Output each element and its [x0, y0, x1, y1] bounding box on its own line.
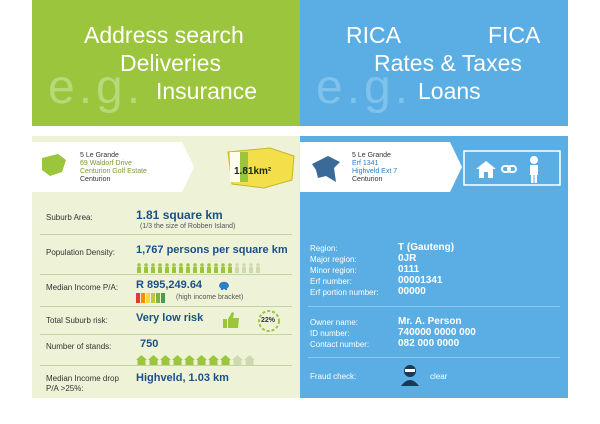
banner-left-word-2: Deliveries [120, 50, 221, 76]
row-separator [308, 357, 560, 358]
person-icon [136, 263, 142, 273]
person-icon [171, 263, 177, 273]
fraud-check-status: clear [430, 372, 448, 381]
house-icon [232, 355, 243, 365]
person-icon [192, 263, 198, 273]
person-icon [164, 263, 170, 273]
area-badge: 1.81km² [234, 166, 272, 177]
row-separator [308, 306, 560, 307]
population-label: Population Density: [46, 248, 115, 257]
person-icon [234, 263, 240, 273]
row-separator [40, 365, 292, 366]
median-income-label: Median Income P/A: [46, 283, 119, 292]
person-icon [150, 263, 156, 273]
person-icon [255, 263, 261, 273]
minor-region-label: Minor region: [310, 266, 357, 275]
divider-strip [32, 126, 568, 136]
person-icon [199, 263, 205, 273]
erf-portion-value: 00000 [398, 286, 426, 297]
row-separator [40, 306, 292, 307]
banner-left-word-1: Address search [84, 22, 244, 48]
erf-number-label: Erf number: [310, 277, 352, 286]
person-icon [248, 263, 254, 273]
major-region-label: Major region: [310, 255, 357, 264]
banner-right-word-3: Rates & Taxes [374, 50, 522, 76]
right-address-line4: Centurion [352, 176, 383, 183]
contact-number-value: 082 000 0000 [398, 338, 460, 349]
house-icon [476, 161, 496, 169]
right-address-line3: Highveld Ext 7 [352, 168, 398, 175]
right-address-line1: 5 Le Grande [352, 152, 391, 159]
erf-portion-label: Erf portion number: [310, 288, 379, 297]
person-icon [213, 263, 219, 273]
house-icon [244, 355, 255, 365]
person-icon [206, 263, 212, 273]
banner-right [300, 0, 568, 126]
population-people-icons [136, 260, 262, 270]
risk-value: Very low risk [136, 312, 204, 324]
median-income-note: (high income bracket) [176, 294, 244, 301]
banner-right-word-1: RICA [346, 22, 401, 48]
risk-percent: 22% [261, 317, 276, 324]
left-address-line1: 5 Le Grande [80, 152, 119, 159]
house-icon [220, 355, 231, 365]
owner-name-value: Mr. A. Person [398, 316, 462, 327]
owner-name-label: Owner name: [310, 318, 359, 327]
income-bracket-gauge [136, 293, 172, 303]
risk-label: Total Suburb risk: [46, 316, 108, 325]
major-region-value: 0JR [398, 253, 417, 264]
minor-region-value: 0111 [398, 264, 420, 275]
right-address-card [300, 142, 568, 192]
piggy-bank-icon [218, 280, 230, 290]
house-icon [208, 355, 219, 365]
suburb-area-label: Suburb Area: [46, 213, 93, 222]
person-icon [227, 263, 233, 273]
house-icon [172, 355, 183, 365]
median-income-value: R 895,249.64 [136, 279, 203, 291]
stands-value: 750 [140, 338, 159, 350]
house-icon [184, 355, 195, 365]
person-icon [220, 263, 226, 273]
id-number-label: ID number: [310, 329, 350, 338]
house-icon [160, 355, 171, 365]
stands-house-icons [136, 352, 256, 362]
fraud-check-label: Fraud check: [310, 372, 357, 381]
person-icon [241, 263, 247, 273]
row-separator [40, 334, 292, 335]
fraud-mask-icon [400, 364, 420, 386]
banner-left [32, 0, 300, 126]
person-icon [185, 263, 191, 273]
person-icon [143, 263, 149, 273]
stands-label: Number of stands: [46, 342, 112, 351]
suburb-area-note: (1/3 the size of Robben Island) [140, 223, 236, 230]
person-icon [157, 263, 163, 273]
row-separator [40, 274, 292, 275]
thumbs-up-icon [222, 311, 240, 329]
banner-right-word-4: Loans [418, 78, 481, 104]
id-number-value: 740000 0000 000 [398, 327, 476, 338]
person-icon [178, 263, 184, 273]
suburb-area-value: 1.81 square km [136, 208, 223, 222]
erf-number-value: 00001341 [398, 275, 443, 286]
contact-number-label: Contact number: [310, 340, 370, 349]
income-drop-label-2: P/A >25%: [46, 384, 84, 393]
left-address-line2: 69 Waldorf Drive [80, 160, 132, 167]
house-icon [148, 355, 159, 365]
banner-left-word-3: Insurance [156, 78, 258, 104]
income-drop-label-1: Median Income drop [46, 374, 119, 383]
banner-right-word-2: FICA [488, 22, 541, 48]
right-address-line2: Erf 1341 [352, 160, 379, 167]
left-address-line3: Centurion Golf Estate [80, 168, 147, 175]
eg-watermark-right: e.g. [316, 61, 413, 114]
region-value: T (Gauteng) [398, 242, 455, 253]
row-separator [40, 234, 292, 235]
population-value: 1,767 persons per square km [136, 244, 288, 256]
eg-watermark-left: e.g. [48, 61, 145, 114]
income-drop-value: Highveld, 1.03 km [136, 372, 229, 384]
region-label: Region: [310, 244, 338, 253]
left-address-line4: Centurion [80, 176, 111, 183]
person-icon [530, 156, 538, 164]
house-icon [196, 355, 207, 365]
house-icon [136, 355, 147, 365]
